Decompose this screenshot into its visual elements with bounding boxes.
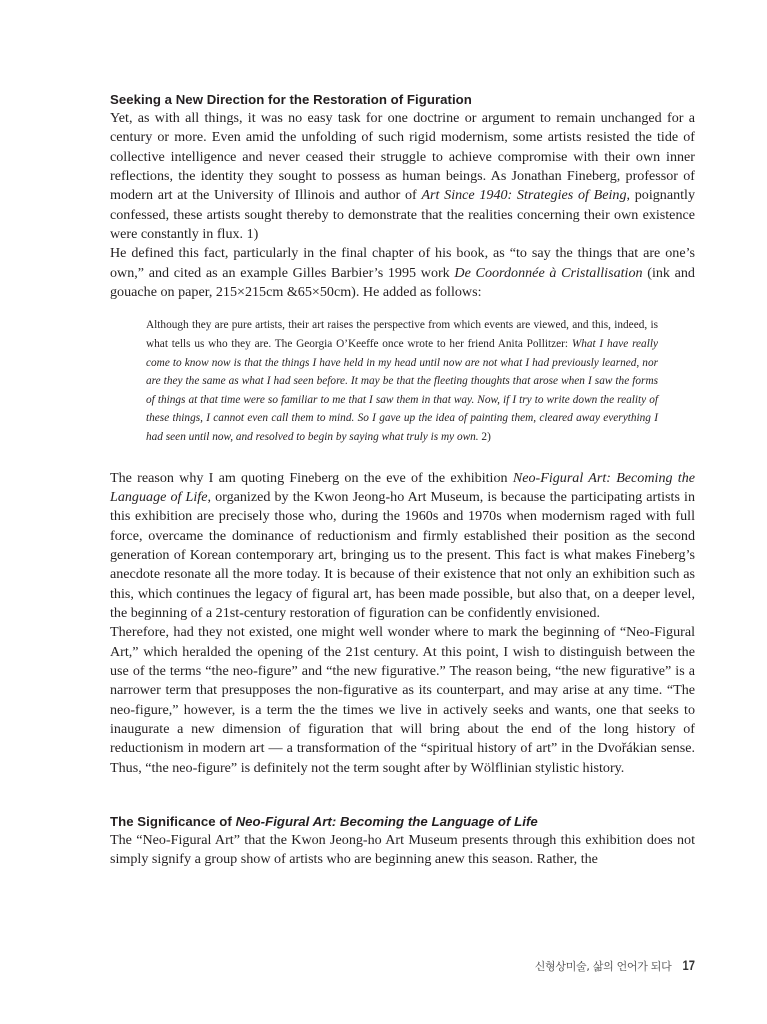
section-heading-significance bbox=[110, 812, 695, 831]
paragraph-text: (ink and gouache on paper, 215×215cm &65×50cm). He added as follows: bbox=[110, 264, 695, 301]
paragraph-exhibition-reason bbox=[110, 469, 695, 624]
running-title: 신형상미술, 삶의 언어가 되다 bbox=[534, 960, 672, 973]
document-page bbox=[110, 90, 695, 870]
quote-italic-text: What I have really come to know now is that the things I have held in my head until now are not what I had previously learned, nor are they the same as what I had seen before. It may be that the fleeting thoughts that arose when I saw the forms of things at that time were so familiar to me that I saw them in that way. Now, if I try to write down the reality of these things, I cannot even call them to mind. So I gave up the idea of painting them, cleared away everything I had seen until now, and resolved to begin by saying what truly is my own. bbox=[146, 338, 658, 443]
heading-italic-text: Neo-Figural Art: Becoming the Language of Life bbox=[235, 814, 538, 830]
paragraph-text: Yet, as with all things, it was no easy task for one doctrine or argument to remain unchanged for a century or more. Even amid the unfolding of such rigid modernism, some artists resisted the tide of collective intelligence and never ceased their struggle to achieve compromise with their own inner reflections, the identity they sought to possess as human beings. As Jonathan Fineberg, professor of modern art at the University of Illinois and author of bbox=[110, 110, 695, 204]
paragraph-fineberg-intro bbox=[110, 109, 695, 244]
paragraph-neo-figure: Therefore, had they not existed, one might well wonder where to mark the beginning of “Neo-Figural Art,” which heralded the opening of the 21st century. At this point, I wish to distinguish between the use of the terms “the neo-figure” and “the new figurative.” The reason being, “the new figurative” is a narrower term that presupposes the non-figurative as its counterpart, and may arise at any time. “The neo-figure,” however, is a term the the times we live in actively seeks and wants, one that seeks to inaugurate a new dimension of figuration that will bring about the end of the long history of reductionism in modern art — a transformation of the “spiritual history of art” in the Dvořákian sense. Thus, “the neo-figure” is definitely not the term sought after by Wölflinian stylistic history. bbox=[110, 624, 695, 776]
paragraph-text: He defined this fact, particularly in the final chapter of his book, as “to say the things that are one’s own,” and cited as an example Gilles Barbier’s 1995 work bbox=[110, 245, 695, 281]
footnote-ref: 2) bbox=[478, 431, 491, 443]
paragraph-significance: The “Neo-Figural Art” that the Kwon Jeong-ho Art Museum presents through this exhibition does not simply signify a group show of artists who are beginning anew this season. Rather, the bbox=[110, 832, 695, 868]
quote-text: Although they are pure artists, their art raises the perspective from which events are viewed, and this, indeed, is what tells us who they are. The Georgia O’Keeffe once wrote to her friend Anita Pollitzer: bbox=[146, 319, 658, 351]
heading-text: Seeking a New Direction for the Restoration of Figuration bbox=[110, 92, 472, 107]
paragraph-text: The reason why I am quoting Fineberg on the eve of the exhibition bbox=[110, 469, 513, 486]
spacer bbox=[110, 778, 695, 812]
spacer bbox=[110, 461, 695, 469]
heading-text: The Significance of bbox=[110, 814, 236, 830]
page-footer bbox=[535, 957, 697, 974]
block-quote-okeeffe bbox=[146, 316, 658, 446]
paragraph-barbier-example bbox=[110, 244, 695, 302]
page-number: 17 bbox=[682, 957, 696, 973]
book-title: Art Since 1940: Strategies of Being bbox=[421, 187, 627, 204]
section-heading-restoration bbox=[110, 90, 695, 109]
exhibition-title: Neo-Figural Art: Becoming the Language of Life bbox=[110, 469, 695, 505]
paragraph-text: , poignantly confessed, these artists sought thereby to demonstrate that the realities concerning their own existence were constantly in flux. 1) bbox=[110, 187, 696, 243]
artwork-title: De Coordonnée à Cristallisation bbox=[454, 264, 643, 281]
paragraph-text: , organized by the Kwon Jeong-ho Art Museum, is because the participating artists in this exhibition are precisely those who, during the 1960s and 1970s when modernism raged with full force, overcame the dominance of reductionism and firmly established their position as the second generation of Korean contemporary art, bringing us to the present. This fact is what makes Fineberg’s anecdote resonate all the more today. It is because of their existence that not only an exhibition such as this, which continues the legacy of figural art, has been made possible, but also that, on a deeper level, the beginning of a 21st-century restoration of figuration can be confidently envisioned. bbox=[110, 488, 695, 621]
